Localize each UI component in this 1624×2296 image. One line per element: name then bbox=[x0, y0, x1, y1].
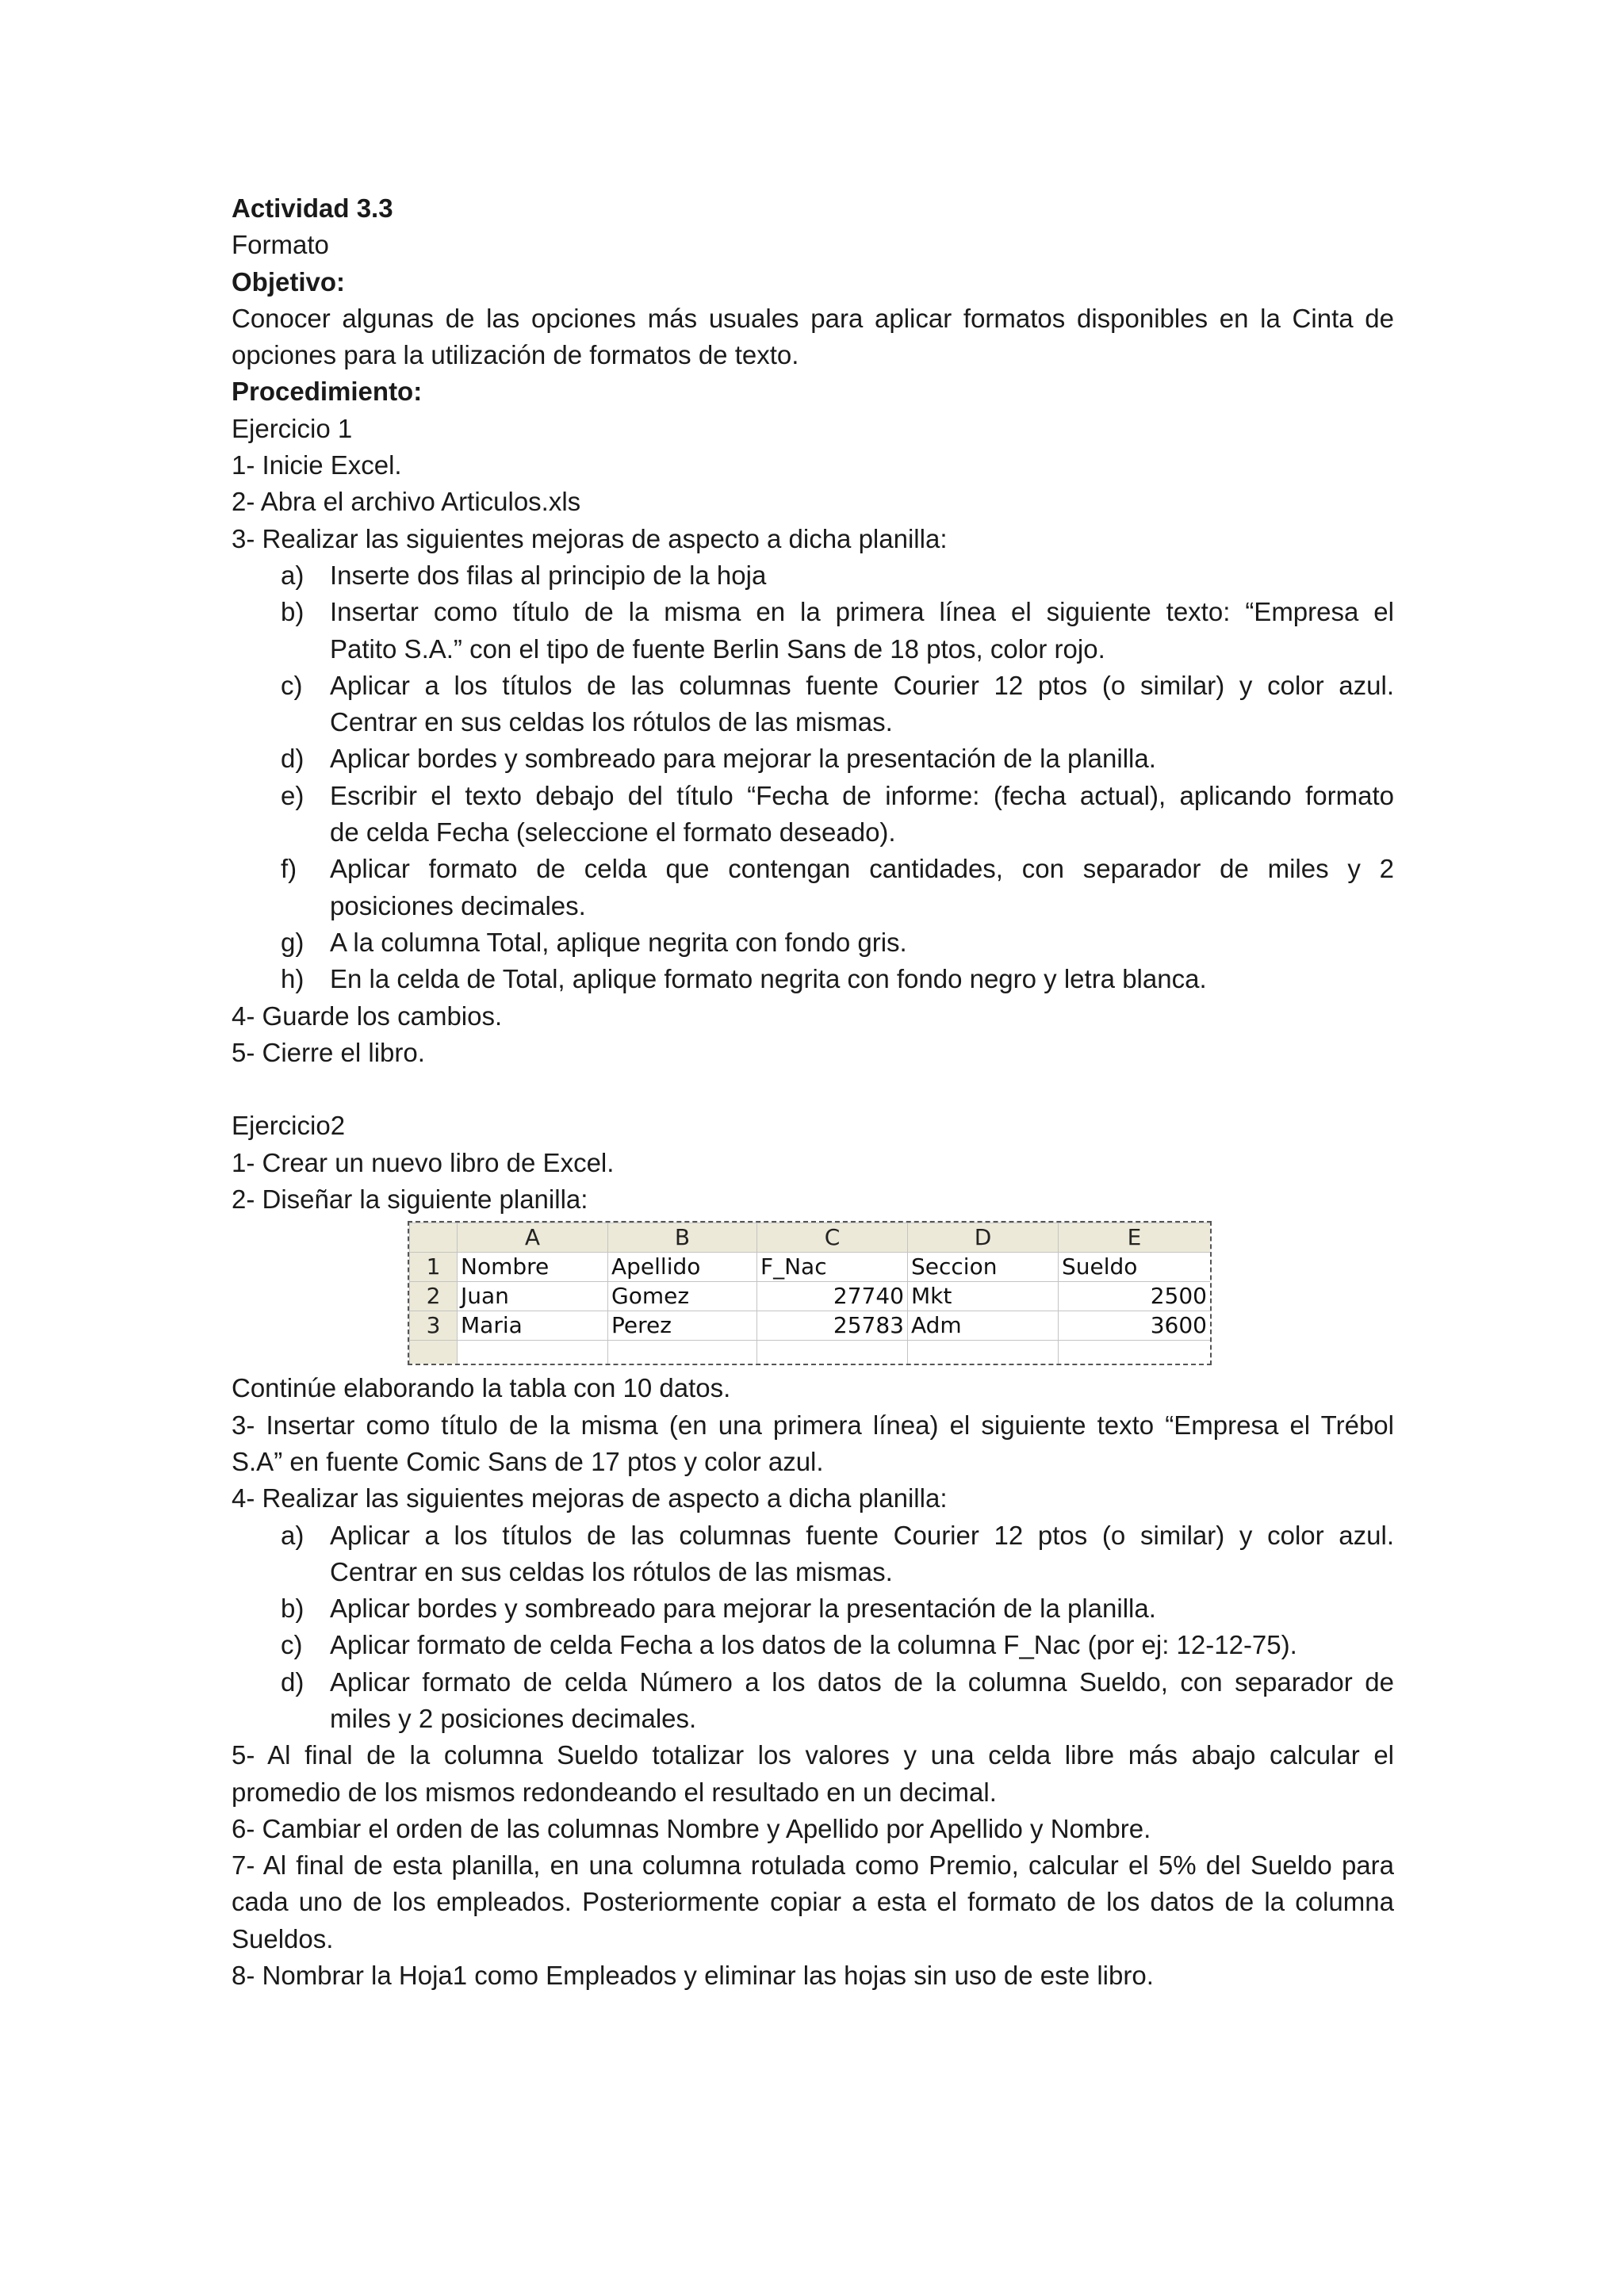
item-marker: c) bbox=[281, 670, 303, 700]
ex1-step-5: 5- Cierre el libro. bbox=[232, 1037, 425, 1067]
item-text: En la celda de Total, aplique formato negrita con fondo negro y letra blanca. bbox=[330, 964, 1207, 994]
table-row-cropped bbox=[410, 1341, 1211, 1366]
spreadsheet-image bbox=[408, 1221, 1212, 1365]
cell: Maria bbox=[458, 1311, 608, 1341]
row-number: 3 bbox=[410, 1311, 458, 1341]
cell bbox=[757, 1341, 908, 1366]
row-number: 2 bbox=[410, 1282, 458, 1311]
procedure-heading: Procedimiento: bbox=[232, 377, 423, 407]
objective-text-line-2: opciones para la utilización de formatos de texto. bbox=[232, 340, 799, 370]
cell: 27740 bbox=[757, 1282, 908, 1311]
row-number bbox=[410, 1341, 458, 1366]
item-marker: c) bbox=[281, 1630, 303, 1660]
item-marker: a) bbox=[281, 560, 304, 590]
ex1-item-c bbox=[232, 668, 1394, 741]
item-text-line-2: Centrar en sus celdas los rótulos de las mismas. bbox=[330, 1556, 893, 1586]
objective-text-line-1: Conocer algunas de las opciones más usuales para aplicar formatos disponibles en la Cinta de bbox=[232, 303, 1394, 333]
objective-heading: Objetivo: bbox=[232, 266, 346, 297]
item-text: Aplicar bordes y sombreado para mejorar la presentación de la planilla. bbox=[330, 744, 1156, 774]
column-header: D bbox=[908, 1223, 1059, 1253]
item-marker: b) bbox=[281, 597, 304, 627]
item-text-line-1: Aplicar formato de celda Número a los datos de la columna Sueldo, con separador de bbox=[330, 1667, 1394, 1697]
item-text-line-1: Escribir el texto debajo del título “Fecha de informe: (fecha actual), aplicando formato bbox=[330, 780, 1394, 810]
ex2-step-7-line-3: Sueldos. bbox=[232, 1923, 334, 1954]
ex2-item-a bbox=[232, 1517, 1394, 1591]
item-text-line-2: miles y 2 posiciones decimales. bbox=[330, 1703, 697, 1733]
item-text-line-1: Aplicar a los títulos de las columnas fuente Courier 12 ptos (o similar) y color azul. bbox=[330, 670, 1394, 700]
cell: Perez bbox=[608, 1311, 757, 1341]
ex2-step-7-line-2: cada uno de los empleados. Posteriormente copiar a esta el formato de los datos de la columna bbox=[232, 1887, 1394, 1917]
cell: Juan bbox=[458, 1282, 608, 1311]
ex1-item-a bbox=[232, 557, 1394, 594]
cell: 2500 bbox=[1059, 1282, 1211, 1311]
ex2-step-5-line-2: promedio de los mismos redondeando el resultado en un decimal. bbox=[232, 1777, 997, 1807]
spreadsheet-table bbox=[409, 1223, 1211, 1365]
cell bbox=[458, 1341, 608, 1366]
ex2-step-7-line-1: 7- Al final de esta planilla, en una columna rotulada como Premio, calcular el 5% del Sueldo para bbox=[232, 1850, 1394, 1881]
ex1-item-f bbox=[232, 851, 1394, 924]
cell: Gomez bbox=[608, 1282, 757, 1311]
item-text: Aplicar bordes y sombreado para mejorar la presentación de la planilla. bbox=[330, 1594, 1156, 1624]
item-marker: b) bbox=[281, 1594, 304, 1624]
item-text-line-2: Patito S.A.” con el tipo de fuente Berlin Sans de 18 ptos, color rojo. bbox=[330, 633, 1105, 664]
table-row bbox=[410, 1253, 1211, 1282]
ex1-item-g bbox=[232, 924, 1394, 961]
ex2-step-3-line-1: 3- Insertar como título de la misma (en una primera línea) el siguiente texto “Empresa el Trébol bbox=[232, 1410, 1394, 1440]
ex1-step-1: 1- Inicie Excel. bbox=[232, 450, 402, 480]
ex2-item-c bbox=[232, 1627, 1394, 1663]
item-text-line-1: Aplicar a los títulos de las columnas fuente Courier 12 ptos (o similar) y color azul. bbox=[330, 1520, 1394, 1550]
item-marker: g) bbox=[281, 927, 304, 957]
row-number: 1 bbox=[410, 1253, 458, 1282]
cell: 3600 bbox=[1059, 1311, 1211, 1341]
item-text: Aplicar formato de celda Fecha a los datos de la columna F_Nac (por ej: 12-12-75). bbox=[330, 1630, 1297, 1660]
cell: Mkt bbox=[908, 1282, 1059, 1311]
exercise-2-title: Ejercicio2 bbox=[232, 1111, 346, 1141]
item-marker: d) bbox=[281, 744, 304, 774]
cell: Seccion bbox=[908, 1253, 1059, 1282]
cell bbox=[908, 1341, 1059, 1366]
ex2-step-2: 2- Diseñar la siguiente planilla: bbox=[232, 1184, 588, 1215]
exercise-1-title: Ejercicio 1 bbox=[232, 413, 353, 443]
column-header: B bbox=[608, 1223, 757, 1253]
cell: 25783 bbox=[757, 1311, 908, 1341]
column-header: C bbox=[757, 1223, 908, 1253]
item-text: Inserte dos filas al principio de la hoja bbox=[330, 560, 767, 590]
ex2-step-8: 8- Nombrar la Hoja1 como Empleados y eliminar las hojas sin uso de este libro. bbox=[232, 1961, 1154, 1991]
item-marker: e) bbox=[281, 780, 304, 810]
item-marker: h) bbox=[281, 964, 304, 994]
column-header: A bbox=[458, 1223, 608, 1253]
ex2-step-1: 1- Crear un nuevo libro de Excel. bbox=[232, 1147, 615, 1177]
item-text-line-1: Insertar como título de la misma en la primera línea el siguiente texto: “Empresa el bbox=[330, 597, 1394, 627]
ex2-after-sheet: Continúe elaborando la tabla con 10 datos. bbox=[232, 1373, 731, 1403]
cell: Nombre bbox=[458, 1253, 608, 1282]
ex2-step-5-line-1: 5- Al final de la columna Sueldo totalizar los valores y una celda libre más abajo calcular el bbox=[232, 1740, 1394, 1770]
ex2-item-d bbox=[232, 1664, 1394, 1738]
activity-title: Actividad 3.3 bbox=[232, 193, 393, 223]
ex1-item-h bbox=[232, 961, 1394, 997]
ex1-item-d bbox=[232, 740, 1394, 777]
ex2-step-3-line-2: S.A” en fuente Comic Sans de 17 ptos y color azul. bbox=[232, 1446, 824, 1476]
item-text-line-1: Aplicar formato de celda que contengan cantidades, con separador de miles y 2 bbox=[330, 854, 1394, 884]
cell: F_Nac bbox=[757, 1253, 908, 1282]
spacer bbox=[232, 1071, 1394, 1108]
item-marker: d) bbox=[281, 1667, 304, 1697]
ex2-step-6: 6- Cambiar el orden de las columnas Nombre y Apellido por Apellido y Nombre. bbox=[232, 1813, 1151, 1843]
item-text-line-2: Centrar en sus celdas los rótulos de las mismas. bbox=[330, 707, 893, 737]
item-text: A la columna Total, aplique negrita con fondo gris. bbox=[330, 927, 907, 957]
ex1-item-e bbox=[232, 778, 1394, 851]
corner-cell bbox=[410, 1223, 458, 1253]
item-text-line-2: posiciones decimales. bbox=[330, 890, 586, 920]
ex1-step-4: 4- Guarde los cambios. bbox=[232, 1001, 503, 1031]
cell: Sueldo bbox=[1059, 1253, 1211, 1282]
column-header: E bbox=[1059, 1223, 1211, 1253]
table-row bbox=[410, 1282, 1211, 1311]
item-marker: f) bbox=[281, 854, 297, 884]
table-row bbox=[410, 1311, 1211, 1341]
cell bbox=[1059, 1341, 1211, 1366]
item-text-line-2: de celda Fecha (seleccione el formato deseado). bbox=[330, 817, 896, 848]
cell bbox=[608, 1341, 757, 1366]
item-marker: a) bbox=[281, 1520, 304, 1550]
ex2-item-b bbox=[232, 1590, 1394, 1627]
cell: Adm bbox=[908, 1311, 1059, 1341]
ex2-step-4: 4- Realizar las siguientes mejoras de aspecto a dicha planilla: bbox=[232, 1483, 948, 1513]
cell: Apellido bbox=[608, 1253, 757, 1282]
ex1-step-2: 2- Abra el archivo Articulos.xls bbox=[232, 487, 581, 517]
activity-subtitle: Formato bbox=[232, 230, 329, 260]
ex1-item-b bbox=[232, 594, 1394, 668]
document-body bbox=[232, 190, 1394, 1994]
ex1-step-3: 3- Realizar las siguientes mejoras de aspecto a dicha planilla: bbox=[232, 523, 948, 553]
column-header-row bbox=[410, 1223, 1211, 1253]
